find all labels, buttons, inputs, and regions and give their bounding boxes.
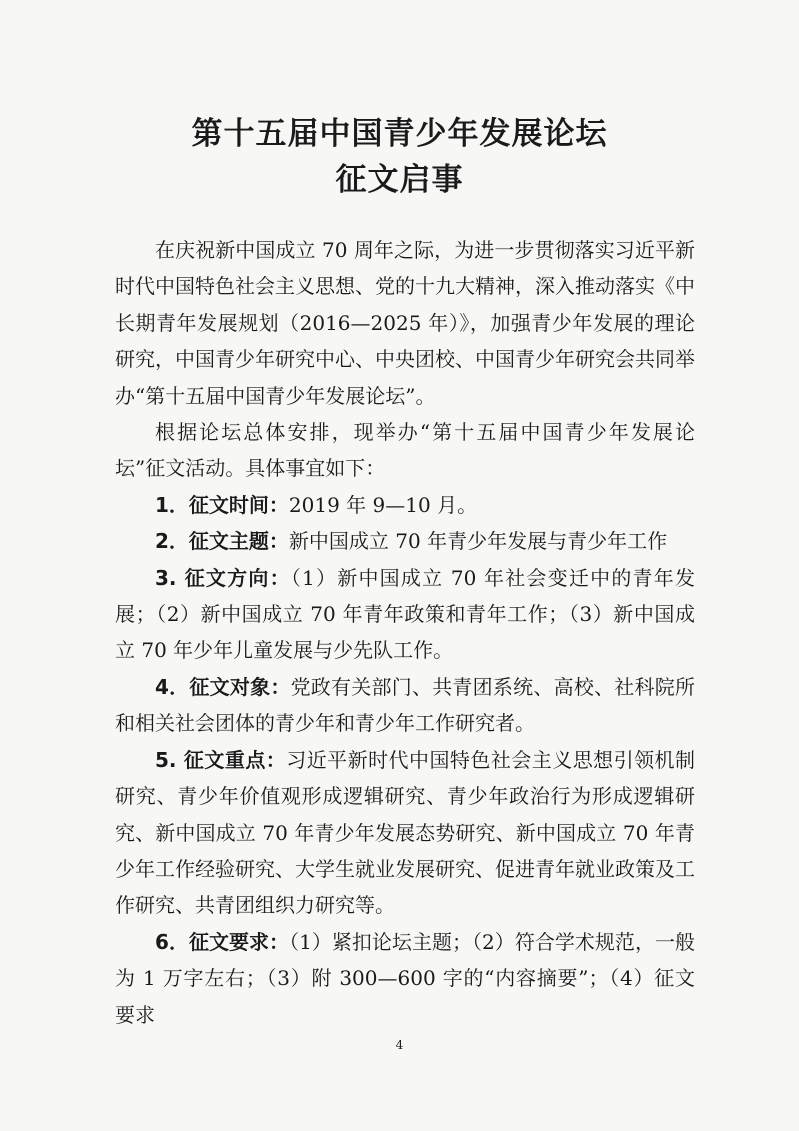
arrangement-paragraph: 根据论坛总体安排，现举办“第十五届中国青少年发展论坛”征文活动。具体事宜如下： [115,420,695,481]
list-item [115,560,695,669]
list-item [115,523,695,559]
item-label: 2．征文主题： [155,529,289,554]
document-subtitle: 征文启事 [335,162,464,198]
page-number: 4 [395,1038,404,1052]
document-title: 第十五届中国青少年发展论坛 [191,116,608,152]
item-text: 习近平新时代中国特色社会主义思想引领机制研究、青少年价值观形成逻辑研究、青少年政治行为形成逻辑研究、新中国成立 70 年青少年发展态势研究、新中国成立 70 年青少年工作经验研究、大学生就业发展研究、促进青年就业政策及工作研究、共青团组织力研究等。 [115,747,696,918]
list-item [115,742,695,924]
item-text: 2019 年 9—10 月。 [288,492,478,517]
list-item [115,487,695,523]
intro-paragraph: 在庆祝新中国成立 70 周年之际，为进一步贯彻落实习近平新时代中国特色社会主义思想、党的十九大精神，深入推动落实《中长期青年发展规划（2016—2025 年）》，加强青少年发展的理论研究，中国青少年研究中心、中央团校、中国青少年研究会共同举办“第十五届中国青少年发展论坛”。 [115,238,695,408]
item-label: 1．征文时间： [155,492,289,517]
item-label: 5. 征文重点： [155,747,287,772]
list-item [115,669,695,742]
item-label: 6．征文要求： [155,929,290,954]
list-item [115,924,695,1033]
item-text: 党政有关部门、共青团系统、高校、社科院所和相关社会团体的青少年和青少年工作研究者。 [115,674,696,736]
item-label: 3. 征文方向： [155,565,291,590]
item-text: （1）新中国成立 70 年社会变迁中的青年发展；（2）新中国成立 70 年青年政策和青年工作；（3）新中国成立 70 年少年儿童发展与少先队工作。 [115,565,695,663]
item-text: （1）紧扣论坛主题；（2）符合学术规范，一般为 1 万字左右；（3）附 300—600 字的“内容摘要”；（4）征文要求 [115,929,695,1027]
item-label: 4．征文对象： [155,674,291,699]
item-text: 新中国成立 70 年青少年发展与青少年工作 [288,529,668,554]
document-body [115,232,695,1033]
